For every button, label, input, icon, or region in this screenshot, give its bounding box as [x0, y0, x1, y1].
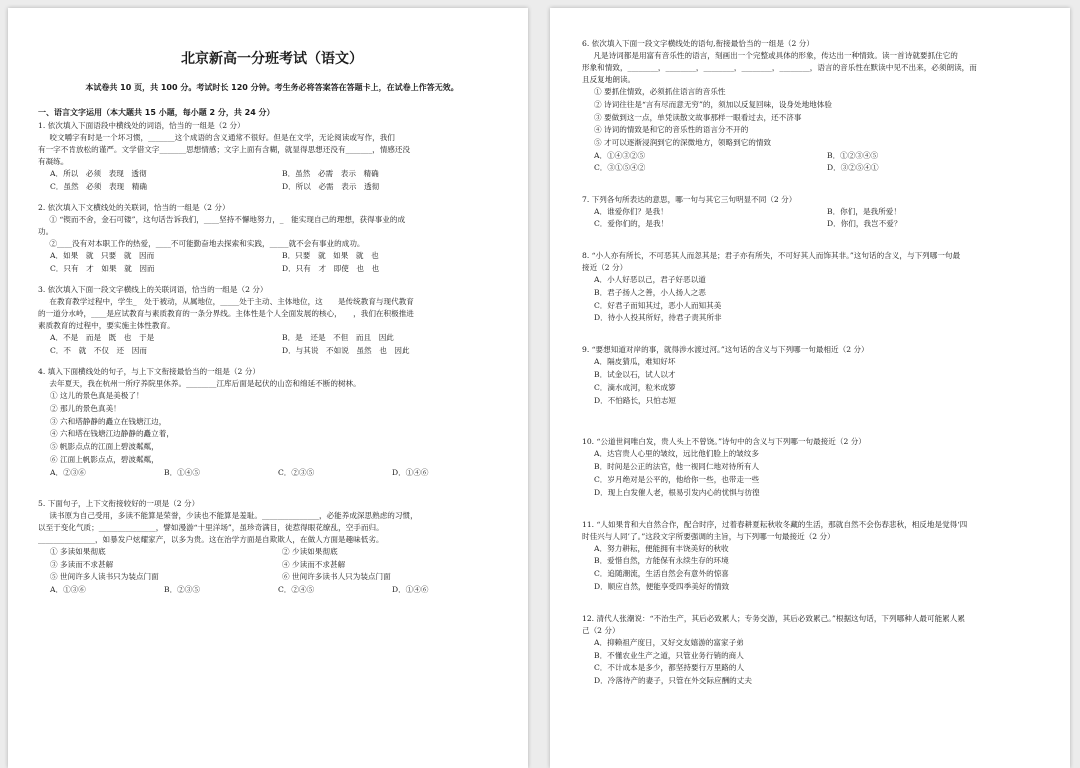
question-6	[582, 38, 1052, 175]
option-b: B．时间是公正的法官，他一视同仁地对待所有人	[594, 462, 760, 472]
option-c: C．滴水成河，粒米成箩	[594, 382, 676, 392]
sentence-item: ② 那儿的景色真美！	[50, 403, 121, 413]
option-c: C．不计成本是多少，都坚持要行万里路的人	[594, 663, 745, 673]
option-a: A．达官贵人心里的皱纹，远比他们脸上的皱纹多	[594, 449, 759, 459]
option-b: B．不懂农业生产之道，只管业务行销的商人	[594, 650, 744, 660]
question-5	[38, 498, 506, 596]
sentence-item: ⑥ 世间许多读书人只为装点门面	[282, 572, 391, 582]
option-c: C．追随潮流，生活自然会有意外的惊喜	[594, 569, 729, 579]
sentence-item: ⑤ 帆影点点的江面上碧波粼粼，	[50, 442, 159, 452]
option-d: D．顺应自然，便能享受四季美好的情致	[594, 581, 730, 591]
question-3-head: 3. 依次填入下面一段文字横线上的关联词语，恰当的一组是（2 分）	[38, 285, 268, 294]
exam-title: 北京新高一分班考试（语文）	[181, 51, 363, 67]
option-b: B．①②③④⑤	[827, 150, 879, 160]
sentence-item: ① 这儿的景色真是美极了！	[50, 391, 144, 400]
option-c: C．不 就 不仅 还 因而	[50, 345, 147, 355]
option-b: B．君子扬人之善，小人扬人之恶	[594, 287, 706, 297]
option-a: A．不是 而是 既 也 于是	[50, 333, 155, 342]
question-6-head: 6. 依次填入下面一段文字横线处的语句,衔接最恰当的一组是（2 分）	[582, 39, 814, 48]
question-12-head: 12. 清代人张潮说：“不治生产，其后必致累人；专务交游，其后必致累己。”根据这句话，下列哪种人最可能累人累	[582, 613, 965, 623]
question-5-stem: 读书原为自己受用，多读不能算是荣誉，少读也不能算是羞耻。_______________，必能养成深思熟虑的习惯，	[49, 511, 418, 521]
option-d: D．所以 必需 表示 透彻	[282, 181, 380, 191]
sentence-item: ⑤ 世间许多人读书只为装点门面	[50, 572, 159, 582]
option-c: C．③①⑤④②	[594, 163, 646, 173]
option-c: C．爱你们的，是我！	[594, 219, 669, 229]
option-a: A．②③⑥	[50, 467, 86, 477]
option-b: B．你们，是我所爱！	[827, 206, 901, 216]
question-10-head: 10. “公道世间唯白发，贵人头上不曾饶。”诗句中的含义与下列哪一句最接近（2 分）	[582, 437, 866, 447]
option-d: D．③②⑤④①	[827, 163, 879, 173]
question-6-stem: 且反复地朗读。	[582, 75, 636, 84]
question-1-stem: 有一字不肯放松的谨严。文学借文字_______思想情感；文字上面有含糊，就显得思想还没有_______，情感还没	[38, 145, 411, 154]
sentence-item: ③ 六和塔静静的矗立在钱塘江边，	[50, 416, 167, 426]
option-a: A．抑赖祖产度日，又好交友嬉游的富家子弟	[594, 637, 744, 647]
question-11-head: 11. “人如果肯和大自然合作，配合时序，过着春耕夏耘秋收冬藏的生活，那就自然不会伤春悲秋，相反地是觉得‘四	[582, 519, 968, 529]
question-11	[582, 519, 1052, 594]
question-1-stem: 有凝练。	[38, 157, 69, 166]
option-a: A．①④③②⑤	[594, 150, 646, 160]
option-c: C．岁月绝对是公平的，他给你一些，也带走一些	[594, 474, 760, 484]
sentence-item: ② 诗词往往是“言有尽而意无穷”的，须加以反复回味，设身处地地体验	[594, 99, 832, 109]
option-c: C．虽然 必须 表现 精确	[50, 181, 147, 191]
question-9-head: 9. “要想知道对岸的事，就得涉水渡过河。”这句话的含义与下列哪一句最相近（2 分）	[582, 345, 869, 355]
question-7	[582, 194, 1052, 231]
question-11-head: 时佳兴与人同’了。”这段文字所要强调的主旨，与下列哪一句最接近（2 分）	[582, 531, 835, 541]
option-a: A．小人好恶以己，君子好恶以道	[594, 274, 706, 284]
question-8	[582, 250, 1052, 325]
sentence-item: ② 少读如果彻底	[282, 547, 338, 557]
exam-instructions: 本试卷共 10 页，共 100 分。考试时长 120 分钟。考生务必将答案答在答题卡上，在试卷上作答无效。	[85, 83, 459, 92]
question-5-stem: 以至于变化气质；_______________，譬如漫游“十里洋场”，虽珍奇满目，徒惹得眼花缭乱，空手而归。	[38, 523, 384, 533]
question-2-stem: 功。	[38, 227, 54, 236]
option-d: D．①④⑥	[392, 467, 429, 477]
question-3-stem: 的一道分水岭，____是应试教育与素质教育的一条分界线。主体性是个人全面发展的核心， ，我们在积极推进	[38, 309, 414, 318]
question-4	[38, 366, 506, 479]
sentence-item: ④ 诗词的情致是和它的音乐性的语言分不开的	[594, 125, 749, 135]
question-1-head: 1. 依次填入下面语段中横线处的词语，恰当的一组是（2 分）	[38, 121, 245, 130]
section-heading: 一、语言文字运用（本大题共 15 小题，每小题 2 分，共 24 分）	[38, 108, 275, 117]
sentence-item: ① 要抓住情致，必须抓住语言的音乐性	[594, 87, 726, 96]
question-2-stem: ① “锲而不舍，金石可镂”，这句话告诉我们，____坚持不懈地努力，_ 能实现自己的理想，获得事业的成	[49, 215, 406, 224]
option-a: A．①③⑥	[50, 584, 86, 594]
question-1-stem: 咬文嚼字有时是一个坏习惯，_______这个成语的含义通常不很好。但是在文学，无论阅读或写作，我们	[49, 133, 395, 142]
option-b: B．试金以石，试人以才	[594, 369, 676, 379]
sentence-item: ④ 少读而不求甚解	[282, 559, 346, 569]
question-7-head: 7. 下列各句所表达的意思，哪一句与其它三句明显不同（2 分）	[582, 194, 797, 204]
option-b: B．只要 就 如果 就 也	[282, 251, 379, 260]
question-5-stem: _______________，如暴发户炫耀家产，以多为贵。这在治学方面是自欺欺人，在做人方面是趣味低劣。	[38, 535, 384, 545]
option-d: D．不怕路长，只怕志短	[594, 395, 677, 405]
exam-page-left	[8, 8, 528, 768]
option-d: D．只有 才 即使 也 也	[282, 263, 380, 273]
sentence-item: ③ 要做到这一点，单凭读散文故事那样一眼看过去，还不济事	[594, 112, 802, 122]
question-12-head: 己（2 分）	[582, 625, 620, 635]
question-5-head: 5. 下面句子，上下文衔接较好的一项是（2 分）	[38, 499, 200, 509]
question-1	[38, 120, 506, 193]
question-4-stem: 去年夏天，我在杭州一所疗养院里休养。________江库后面是起伏的山峦和绵延不断的树林。	[49, 379, 361, 388]
question-6-stem: 形象和情致，________，________，________，________，________，语言的音乐性在默读中见不出来，必须朗读，而	[582, 63, 977, 72]
option-b: B．虽然 必需 表示 精确	[282, 169, 379, 178]
option-d: D．①④⑥	[392, 584, 429, 594]
sentence-item: ③ 多读而不求甚解	[50, 559, 114, 569]
sentence-item: ④ 六和塔在钱塘江边静静的矗立着，	[50, 429, 174, 439]
option-b: B．是 还是 不但 而且 因此	[282, 333, 394, 342]
question-3-stem: 素质教育的过程中，要实施主体性教育。	[38, 321, 175, 330]
option-c: C．好君子而知其过，恶小人而知其美	[594, 300, 722, 310]
option-d: D．现上白发催人老，根易引发内心的忧惧与彷徨	[594, 487, 760, 497]
sentence-item: ⑥ 江面上帆影点点，碧波粼粼，	[50, 454, 159, 464]
question-3-stem: 在教育教学过程中，学生_ 处于被动，从属地位，_____处于主动、主体地位，这 是传统教育与现代教育	[49, 297, 414, 306]
option-c: C．只有 才 如果 就 因而	[50, 263, 155, 273]
question-4-head: 4. 填入下面横线处的句子，与上下文衔接最恰当的一组是（2 分）	[38, 367, 260, 376]
option-c: C．②③⑤	[278, 467, 315, 477]
question-8-head: 8. “小人亦有所长，不可恶其人而忽其是；君子亦有所失，不可好其人而饰其非。”这句话的含义，与下列哪一句最	[582, 250, 961, 260]
question-2-stem: ②____没有对本职工作的热爱，____不可能勤奋地去探索和实践，_____就不会有事业的成功。	[49, 239, 365, 248]
exam-page-right	[550, 8, 1070, 768]
option-a: A．如果 就 只要 就 因而	[50, 251, 155, 260]
question-2-head: 2. 依次填入下文横线处的关联词，恰当的一组是（2 分）	[38, 203, 230, 212]
question-6-stem: 凡是诗词都是用富有音乐性的语言，刻画出一个完整或具体的形象，传达出一种情致。读一首诗就要抓住它的	[593, 51, 958, 60]
question-10	[582, 436, 1052, 499]
option-c: C．②④⑤	[278, 584, 315, 594]
option-d: D．冷落待产的妻子，只管在外交际应酬的丈夫	[594, 676, 752, 686]
option-a: A．努力耕耘，便能拥有丰饶美好的秋收	[594, 543, 729, 553]
sentence-item: ① 多读如果彻底	[50, 547, 106, 557]
sentence-item: ⑤ 才可以逐渐浸润到它的深微地方，领略到它的情致	[594, 138, 772, 148]
option-a: A．所以 必须 表现 透彻	[50, 169, 147, 178]
option-a: A．隔皮猜瓜，难知好坏	[594, 357, 676, 367]
option-b: B．①④⑤	[164, 467, 200, 477]
option-d: D．与其说 不如说 虽然 也 因此	[282, 345, 410, 355]
question-12	[582, 613, 1052, 688]
option-a: A．谁爱你们？是我！	[594, 206, 668, 216]
question-3	[38, 284, 506, 357]
question-2	[38, 202, 506, 275]
option-b: B．②③⑤	[164, 584, 200, 594]
question-8-head: 接近（2 分）	[582, 262, 628, 272]
question-9	[582, 344, 1052, 407]
option-b: B．爱惜自然，方能保有永续生存的环境	[594, 556, 729, 566]
option-d: D．你们，我岂不爱？	[827, 219, 902, 229]
option-d: D．待小人投其所好，待君子责其所非	[594, 313, 722, 323]
